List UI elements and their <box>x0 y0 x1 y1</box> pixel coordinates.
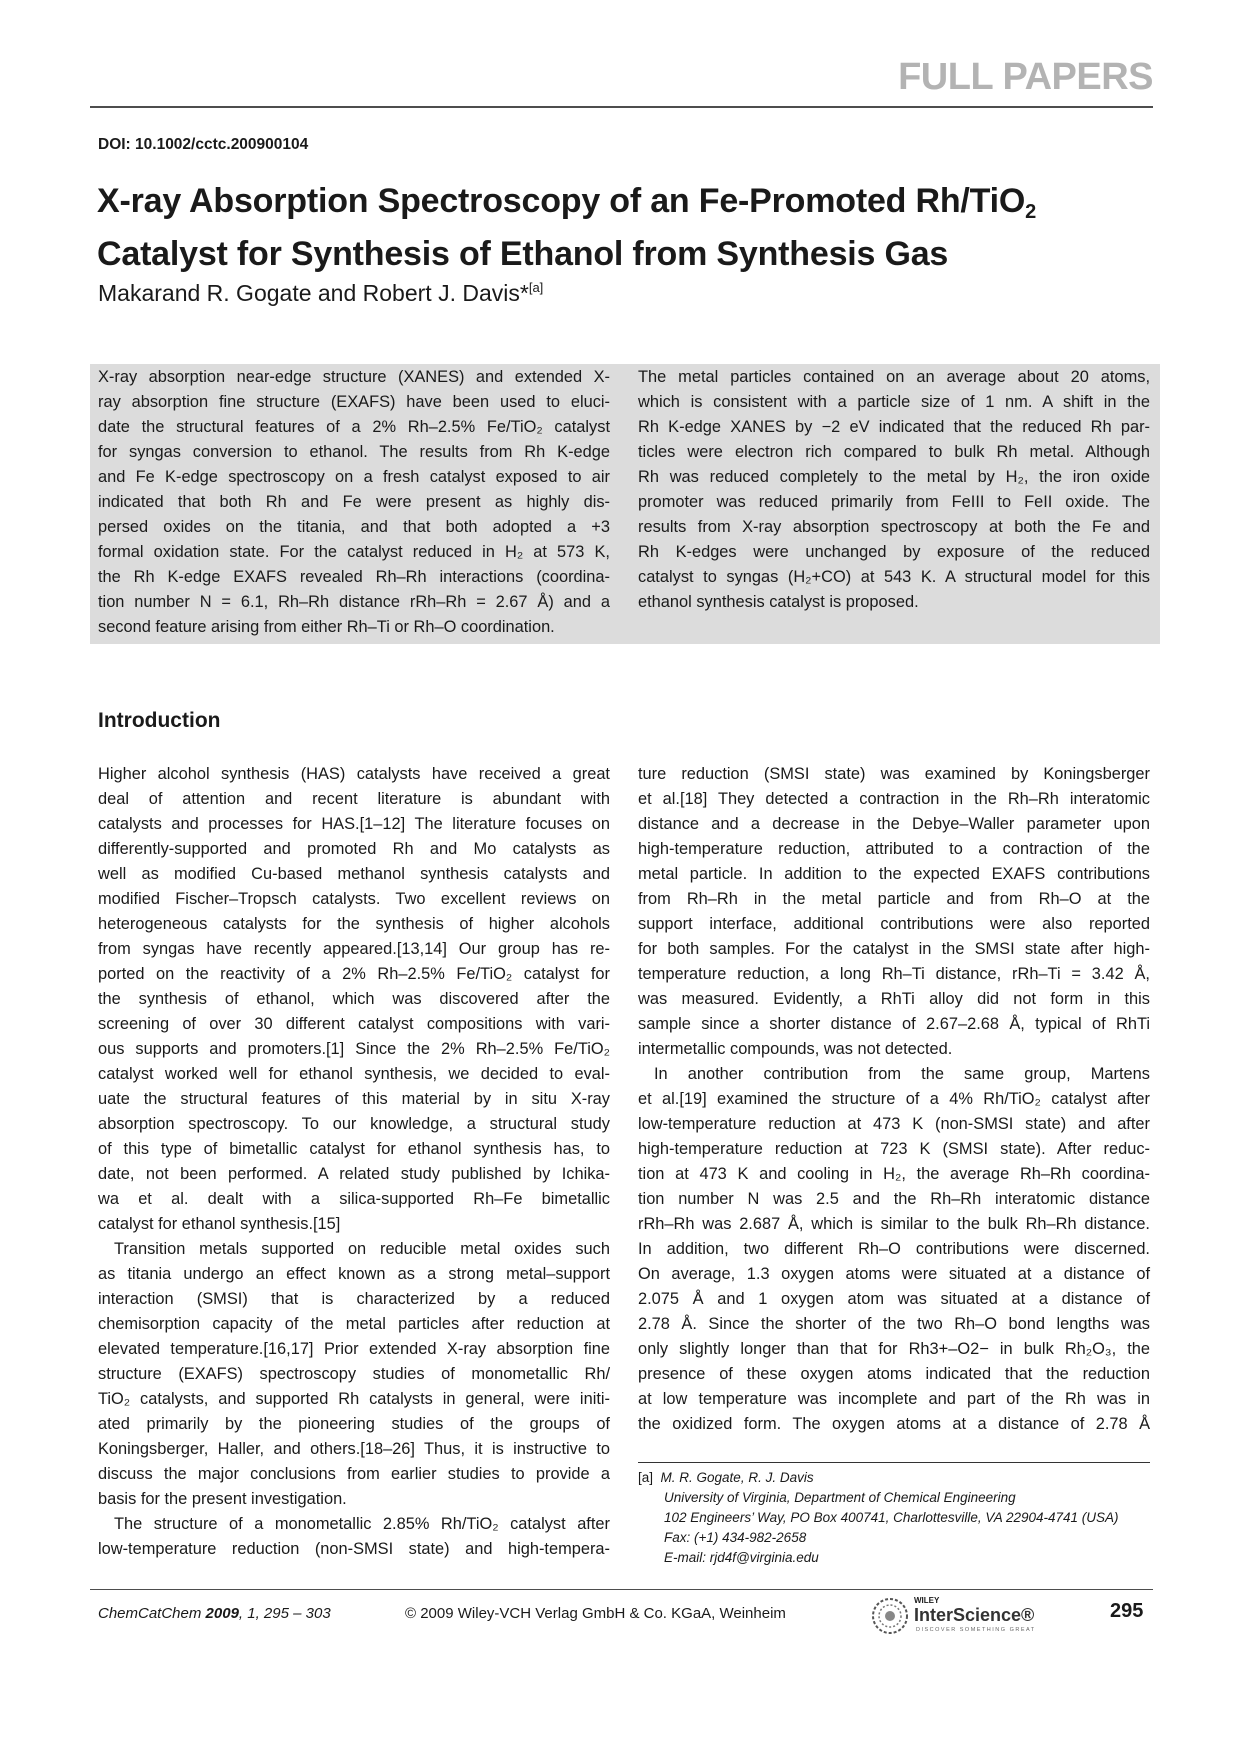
text-line: modified Fischer–Tropsch catalysts. Two excellent reviews on <box>98 890 610 908</box>
text-line: support interface, additional contributions were also reported <box>638 915 1150 933</box>
text-line: the Rh K-edge EXAFS revealed Rh–Rh interactions (coordina- <box>98 568 610 586</box>
globe-icon <box>868 1594 912 1638</box>
text-line: Koningsberger, Haller, and others.[18–26] Thus, it is instructive to <box>98 1440 610 1458</box>
section-label: FULL PAPERS <box>898 56 1153 98</box>
abstract-left-column <box>98 365 610 640</box>
text-line: tion number N = 6.1, Rh–Rh distance rRh–Rh = 2.67 Å) and a <box>98 593 610 611</box>
page-title <box>97 180 1157 275</box>
text-line: The metal particles contained on an average about 20 atoms, <box>638 368 1150 386</box>
text-line: In addition, two different Rh–O contributions were discerned. <box>638 1240 1150 1258</box>
text-line: catalyst to syngas (H₂+CO) at 543 K. A structural model for this <box>638 568 1150 586</box>
text-line: catalyst for ethanol synthesis.[15] <box>98 1215 341 1233</box>
text-line: ated primarily by the pioneering studies of the groups of <box>98 1415 610 1433</box>
text-line: was measured. Evidently, a RhTi alloy did not form in this <box>638 990 1150 1008</box>
text-line: ported on the reactivity of a 2% Rh–2.5% Fe/TiO₂ catalyst for <box>98 965 610 983</box>
text-line: In another contribution from the same group, Martens <box>654 1065 1150 1083</box>
footnote-rule <box>638 1462 1150 1463</box>
text-line: date, not been performed. A related study published by Ichika- <box>98 1165 610 1183</box>
text-line: 2.78 Å. Since the shorter of the two Rh–O bond lengths was <box>638 1315 1150 1333</box>
text-line: well as modified Cu-based methanol synthesis catalysts and <box>98 865 610 883</box>
text-line: of this type of bimetallic catalyst for ethanol synthesis has, to <box>98 1140 610 1158</box>
text-line: differently-supported and promoted Rh and Mo catalysts as <box>98 840 610 858</box>
email-link[interactable]: E-mail: rjd4f@virginia.edu <box>664 1550 819 1565</box>
text-line: elevated temperature.[16,17] Prior extended X-ray absorption fine <box>98 1340 610 1358</box>
footer-copyright: © 2009 Wiley-VCH Verlag GmbH & Co. KGaA, Weinheim <box>405 1605 786 1622</box>
text-line: second feature arising from either Rh–Ti or Rh–O coordination. <box>98 618 555 636</box>
interscience-logo: WILEY InterScience® DISCOVER SOMETHING GREAT <box>868 1594 1048 1638</box>
text-line: tion number N was 2.5 and the Rh–Rh interatomic distance <box>638 1190 1150 1208</box>
text-line: screening of over 30 different catalyst compositions with vari- <box>98 1015 610 1033</box>
text-line: ture reduction (SMSI state) was examined by Koningsberger <box>638 765 1150 783</box>
page-number: 295 <box>1110 1600 1144 1622</box>
text-line: presence of these oxygen atoms indicated that the reduction <box>638 1365 1150 1383</box>
text-line: high-temperature reduction at 723 K (SMSI state). After reduc- <box>638 1140 1150 1158</box>
authors: Makarand R. Gogate and Robert J. Davis*[a] <box>98 280 544 306</box>
text-line: structure (EXAFS) spectroscopy studies of monometallic Rh/ <box>98 1365 610 1383</box>
text-line: results from X-ray absorption spectroscopy at both the Fe and <box>638 518 1150 536</box>
text-line: for both samples. For the catalyst in the SMSI state after high- <box>638 940 1150 958</box>
text-line: wa et al. dealt with a silica-supported Rh–Fe bimetallic <box>98 1190 610 1208</box>
header-rule <box>90 106 1153 108</box>
text-line: chemisorption capacity of the metal particles after reduction at <box>98 1315 610 1333</box>
text-line: the oxidized form. The oxygen atoms at a distance of 2.78 Å <box>638 1415 1150 1433</box>
body-left-column <box>98 762 610 1562</box>
footnote: [a] M. R. Gogate, R. J. Davis University of Virginia, Department of Chemical Engineering 102 Engineers’ Way, PO Box 400741, Charlottesville, VA 22904-4741 (USA) Fax: (+1) 434-982-2658 E-mail: rjd4f@virginia.edu <box>638 1468 1158 1568</box>
text-line: low-temperature reduction (non-SMSI state) and high-tempera- <box>98 1540 610 1558</box>
text-line: et al.[18] They detected a contraction in the Rh–Rh interatomic <box>638 790 1150 808</box>
text-line: distance and a decrease in the Debye–Waller parameter upon <box>638 815 1150 833</box>
text-line: interaction (SMSI) that is characterized by a reduced <box>98 1290 610 1308</box>
text-line: ethanol synthesis catalyst is proposed. <box>638 593 919 611</box>
text-line: Rh K-edges were unchanged by exposure of the reduced <box>638 543 1150 561</box>
text-line: formal oxidation state. For the catalyst reduced in H₂ at 573 K, <box>98 543 610 561</box>
text-line: et al.[19] examined the structure of a 4% Rh/TiO₂ catalyst after <box>638 1090 1150 1108</box>
text-line: basis for the present investigation. <box>98 1490 347 1508</box>
text-line: TiO₂ catalysts, and supported Rh catalysts in general, were initi- <box>98 1390 610 1408</box>
text-line: deal of attention and recent literature is abundant with <box>98 790 610 808</box>
footer-journal: ChemCatChem 2009, 1, 295 – 303 <box>98 1605 331 1622</box>
text-line: tion at 473 K and cooling in H₂, the average Rh–Rh coordina- <box>638 1165 1150 1183</box>
text-line: promoter was reduced primarily from FeIII to FeII oxide. The <box>638 493 1150 511</box>
title-line-2: Catalyst for Synthesis of Ethanol from Synthesis Gas <box>97 235 949 273</box>
text-line: at low temperature was incomplete and part of the Rh was in <box>638 1390 1150 1408</box>
text-line: sample since a shorter distance of 2.67–2.68 Å, typical of RhTi <box>638 1015 1150 1033</box>
text-line: heterogeneous catalysts for the synthesis of higher alcohols <box>98 915 610 933</box>
text-line: the synthesis of ethanol, which was discovered after the <box>98 990 610 1008</box>
text-line: temperature reduction, a long Rh–Ti distance, rRh–Ti = 3.42 Å, <box>638 965 1150 983</box>
text-line: ticles were electron rich compared to bulk Rh metal. Although <box>638 443 1150 461</box>
text-line: from Rh–Rh in the metal particle and from Rh–O at the <box>638 890 1150 908</box>
text-line: The structure of a monometallic 2.85% Rh/TiO₂ catalyst after <box>114 1515 610 1533</box>
text-line: Transition metals supported on reducible metal oxides such <box>114 1240 610 1258</box>
text-line: from syngas have recently appeared.[13,14] Our group has re- <box>98 940 610 958</box>
text-line: X-ray absorption near-edge structure (XANES) and extended X- <box>98 368 610 386</box>
text-line: Rh K-edge XANES by −2 eV indicated that the reduced Rh par- <box>638 418 1150 436</box>
text-line: only slightly longer than that for Rh3+–O2− in bulk Rh₂O₃, the <box>638 1340 1150 1358</box>
text-line: indicated that both Rh and Fe were present as highly dis- <box>98 493 610 511</box>
title-line-1: X-ray Absorption Spectroscopy of an Fe-Promoted Rh/TiO$_2$ <box>97 182 1037 223</box>
text-line: Rh was reduced completely to the metal by H₂, the iron oxide <box>638 468 1150 486</box>
text-line: low-temperature reduction at 473 K (non-SMSI state) and after <box>638 1115 1150 1133</box>
text-line: persed oxides on the titania, and that both adopted a +3 <box>98 518 610 536</box>
footer-rule <box>90 1589 1153 1590</box>
text-line: discuss the major conclusions from earlier studies to provide a <box>98 1465 610 1483</box>
body-right-column <box>638 762 1150 1437</box>
text-line: as titania undergo an effect known as a strong metal–support <box>98 1265 610 1283</box>
text-line: Higher alcohol synthesis (HAS) catalysts have received a great <box>98 765 610 783</box>
doi[interactable]: DOI: 10.1002/cctc.200900104 <box>98 136 309 153</box>
text-line: which is consistent with a particle size of 1 nm. A shift in the <box>638 393 1150 411</box>
text-line: uate the structural features of this material by in situ X-ray <box>98 1090 610 1108</box>
text-line: catalysts and processes for HAS.[1–12] The literature focuses on <box>98 815 610 833</box>
text-line: and Fe K-edge spectroscopy on a fresh catalyst exposed to air <box>98 468 610 486</box>
text-line: intermetallic compounds, was not detected. <box>638 1040 953 1058</box>
section-heading-introduction: Introduction <box>98 709 221 732</box>
text-line: 2.075 Å and 1 oxygen atom was situated at a distance of <box>638 1290 1150 1308</box>
abstract-right-column <box>638 365 1150 615</box>
text-line: date the structural features of a 2% Rh–2.5% Fe/TiO₂ catalyst <box>98 418 610 436</box>
text-line: ous supports and promoters.[1] Since the 2% Rh–2.5% Fe/TiO₂ <box>98 1040 610 1058</box>
text-line: metal particle. In addition to the expected EXAFS contributions <box>638 865 1150 883</box>
text-line: On average, 1.3 oxygen atoms were situated at a distance of <box>638 1265 1150 1283</box>
text-line: for syngas conversion to ethanol. The results from Rh K-edge <box>98 443 610 461</box>
text-line: high-temperature reduction, attributed to a contraction of the <box>638 840 1150 858</box>
text-line: rRh–Rh was 2.687 Å, which is similar to the bulk Rh–Rh distance. <box>638 1215 1150 1233</box>
text-line: catalyst worked well for ethanol synthesis, we decided to eval- <box>98 1065 610 1083</box>
text-line: absorption spectroscopy. To our knowledge, a structural study <box>98 1115 610 1133</box>
text-line: ray absorption fine structure (EXAFS) have been used to eluci- <box>98 393 610 411</box>
